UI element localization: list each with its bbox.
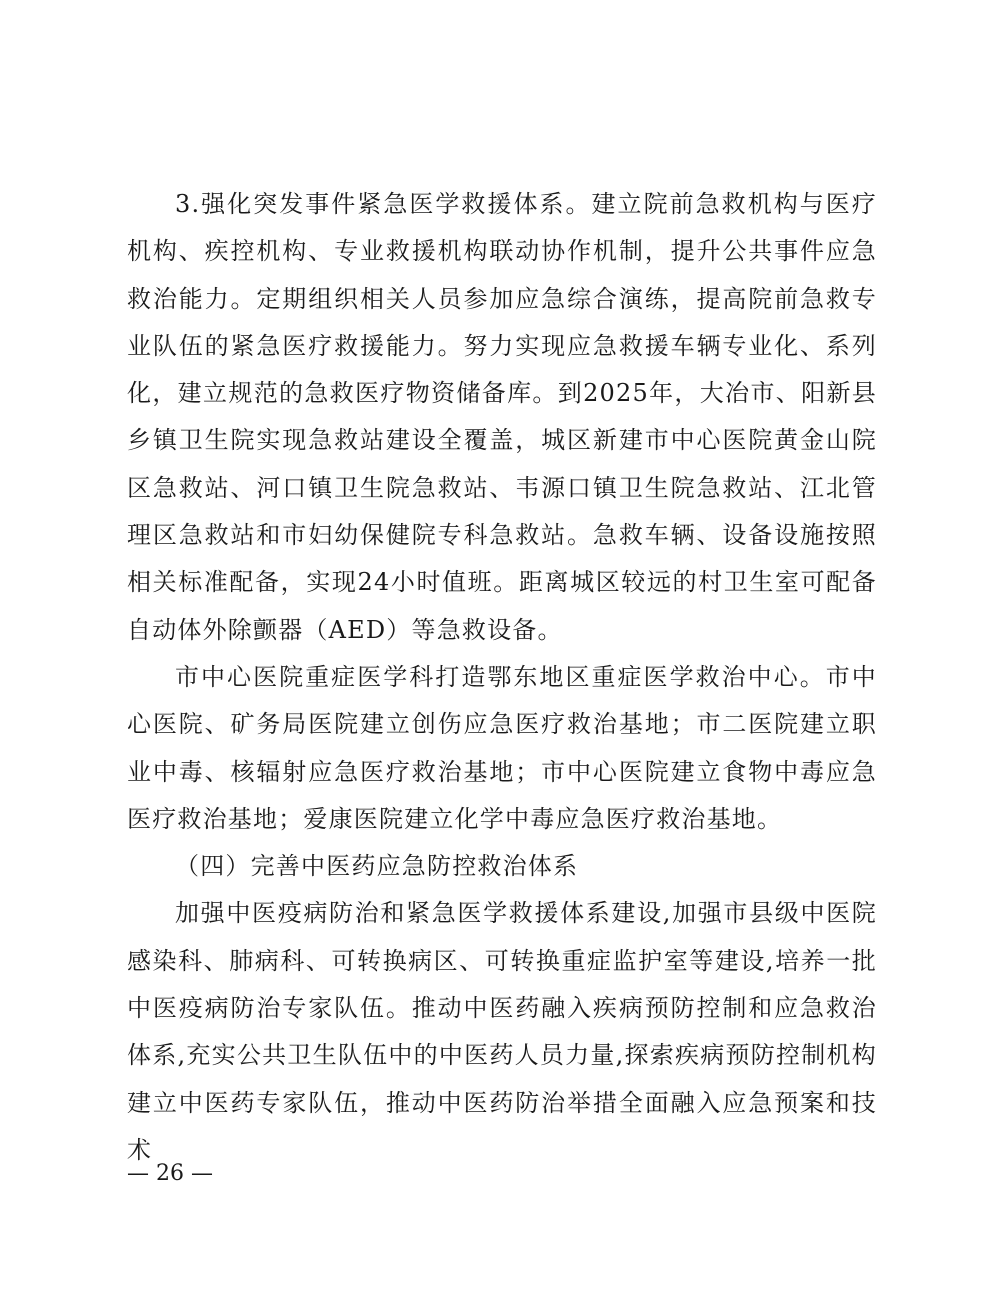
paragraph-emergency-rescue-system: 3.强化突发事件紧急医学救援体系。建立院前急救机构与医疗机构、疾控机构、专业救援机构联动协作机制，提升公共事件应急救治能力。定期组织相关人员参加应急综合演练，提高院前急救专业队伍的紧急医疗救援能力。努力实现应急救援车辆专业化、系列化，建立规范的急救医疗物资储备库。到2025年，大冶市、阳新县乡镇卫生院实现急救站建设全覆盖，城区新建市中心医院黄金山院区急救站、河口镇卫生院急救站、韦源口镇卫生院急救站、江北管理区急救站和市妇幼保健院专科急救站。急救车辆、设备设施按照相关标准配备，实现24小时值班。距离城区较远的村卫生室可配备自动体外除颤器（AED）等急救设备。 [127,190,877,644]
page-number: — 26 — [127,1161,213,1186]
document-body [127,181,877,1174]
paragraph-treatment-bases: 市中心医院重症医学科打造鄂东地区重症医学救治中心。市中心医院、矿务局医院建立创伤应急医疗救治基地；市二医院建立职业中毒、核辐射应急医疗救治基地；市中心医院建立食物中毒应急医疗救治基地；爱康医院建立化学中毒应急医疗救治基地。 [127,662,877,833]
paragraph-tcm-system: 加强中医疫病防治和紧急医学救援体系建设,加强市县级中医院感染科、肺病科、可转换病区、可转换重症监护室等建设,培养一批中医疫病防治专家队伍。推动中医药融入疾病预防控制和应急救治体系,充实公共卫生队伍中的中医药人员力量,探索疾病预防控制机构建立中医药专家队伍，推动中医药防治举措全面融入应急预案和技术 [127,899,877,1164]
section-heading: （四）完善中医药应急防控救治体系 [175,852,579,881]
